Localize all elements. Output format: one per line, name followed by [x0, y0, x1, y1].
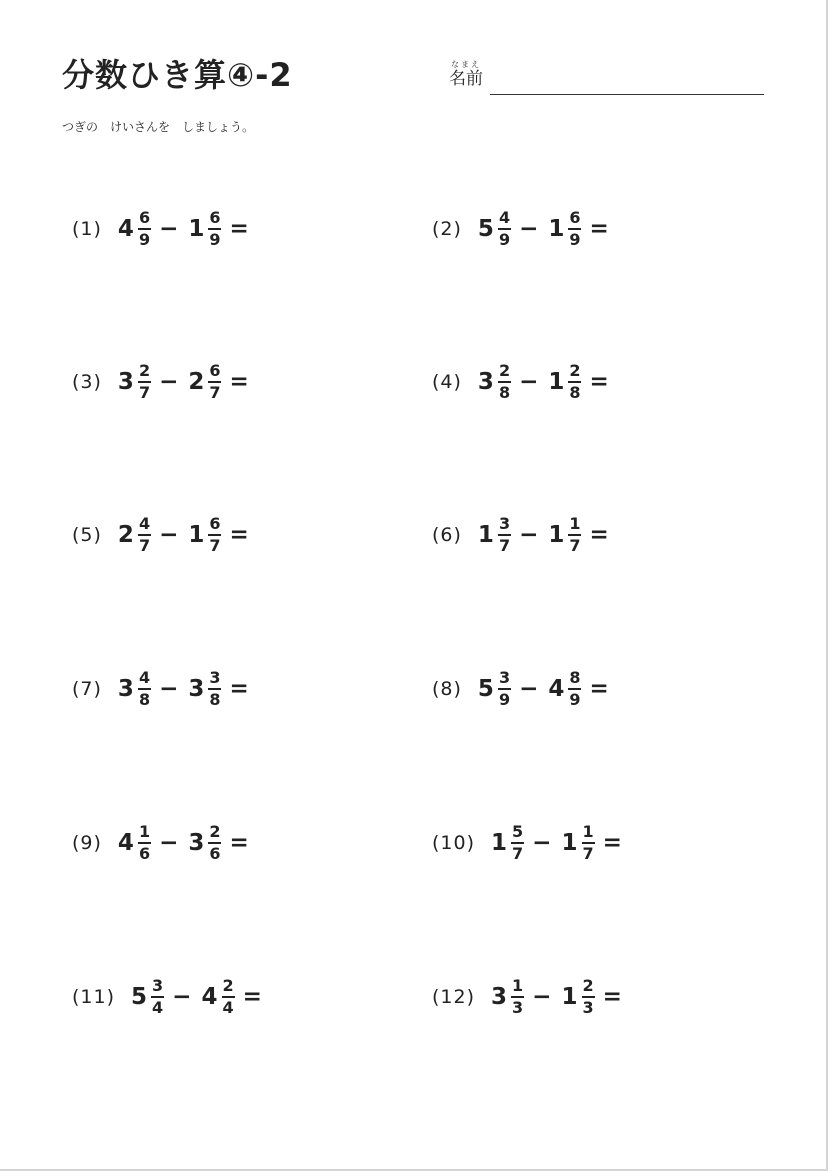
minuend-whole: 3	[477, 369, 494, 395]
minuend-fraction	[138, 823, 151, 863]
minuend-whole: 4	[117, 830, 134, 856]
minuend-fraction	[138, 515, 151, 555]
page-title: 分数ひき算④-2	[62, 56, 293, 94]
minuend-fraction	[511, 823, 524, 863]
name-label-group	[446, 60, 486, 89]
numerator: 4	[498, 208, 511, 227]
denominator: 7	[582, 844, 594, 863]
subtrahend-whole: 1	[548, 216, 565, 242]
minuend-fraction	[498, 515, 511, 555]
numerator: 4	[138, 514, 151, 533]
problem-5	[72, 510, 249, 560]
problem-number: (7)	[72, 678, 102, 700]
subtrahend-whole: 1	[548, 369, 565, 395]
equals-sign: =	[589, 216, 609, 242]
subtrahend-whole: 3	[188, 830, 205, 856]
denominator: 9	[498, 230, 511, 249]
minuend-fraction	[138, 669, 151, 709]
subtrahend-fraction	[581, 977, 594, 1017]
subtrahend-fraction	[568, 209, 581, 249]
minus-sign: −	[519, 216, 539, 242]
denominator: 9	[498, 690, 511, 709]
denominator: 8	[569, 383, 581, 402]
numerator: 1	[138, 822, 151, 841]
minuend-whole: 4	[117, 216, 134, 242]
minus-sign: −	[519, 676, 539, 702]
numerator: 1	[512, 976, 524, 995]
numerator: 2	[138, 361, 151, 380]
minuend-fraction	[138, 209, 151, 249]
denominator: 3	[512, 998, 524, 1017]
numerator: 4	[138, 668, 151, 687]
subtrahend-fraction	[208, 209, 221, 249]
equals-sign: =	[229, 216, 249, 242]
denominator: 8	[209, 690, 221, 709]
minuend-whole: 2	[117, 522, 134, 548]
numerator: 6	[138, 208, 151, 227]
numerator: 2	[582, 976, 594, 995]
minuend-fraction	[498, 362, 511, 402]
minuend-whole: 1	[477, 522, 494, 548]
problem-number: (8)	[432, 678, 462, 700]
problem-9	[72, 818, 249, 868]
equals-sign: =	[229, 522, 249, 548]
minus-sign: −	[532, 830, 552, 856]
minuend-fraction	[138, 362, 151, 402]
subtrahend-whole: 4	[201, 984, 218, 1010]
problem-4	[432, 357, 609, 407]
numerator: 1	[582, 822, 594, 841]
numerator: 3	[498, 668, 511, 687]
equals-sign: =	[589, 369, 609, 395]
numerator: 6	[209, 361, 221, 380]
numerator: 1	[569, 514, 581, 533]
problem-10	[432, 818, 622, 868]
minus-sign: −	[519, 369, 539, 395]
name-furigana: なまえ	[451, 60, 481, 69]
problem-number: (9)	[72, 832, 102, 854]
denominator: 7	[498, 536, 511, 555]
subtrahend-fraction	[221, 977, 234, 1017]
numerator: 5	[512, 822, 524, 841]
equals-sign: =	[602, 830, 622, 856]
denominator: 6	[138, 844, 151, 863]
problem-1	[72, 204, 249, 254]
minuend-whole: 3	[491, 984, 508, 1010]
problem-11	[72, 972, 262, 1022]
minuend-fraction	[498, 209, 511, 249]
numerator: 2	[498, 361, 511, 380]
denominator: 9	[138, 230, 151, 249]
numerator: 6	[209, 514, 221, 533]
minuend-whole: 5	[131, 984, 148, 1010]
instruction-text: つぎの けいさんを しましょう。	[62, 120, 255, 134]
subtrahend-whole: 3	[188, 676, 205, 702]
equals-sign: =	[589, 676, 609, 702]
problem-12	[432, 972, 622, 1022]
denominator: 9	[569, 230, 581, 249]
minuend-whole: 3	[117, 369, 134, 395]
denominator: 7	[138, 536, 151, 555]
subtrahend-whole: 1	[561, 984, 578, 1010]
subtrahend-fraction	[208, 669, 221, 709]
denominator: 4	[222, 998, 234, 1017]
problem-number: (3)	[72, 371, 102, 393]
subtrahend-fraction	[208, 362, 221, 402]
subtrahend-whole: 1	[548, 522, 565, 548]
denominator: 6	[209, 844, 221, 863]
numerator: 2	[222, 976, 234, 995]
numerator: 6	[569, 208, 581, 227]
equals-sign: =	[229, 369, 249, 395]
subtrahend-whole: 2	[188, 369, 205, 395]
subtrahend-fraction	[581, 823, 594, 863]
minus-sign: −	[159, 676, 179, 702]
minus-sign: −	[172, 984, 192, 1010]
problem-8	[432, 664, 609, 714]
subtrahend-whole: 1	[188, 216, 205, 242]
minus-sign: −	[159, 216, 179, 242]
name-label: 名前	[449, 69, 483, 89]
minuend-fraction	[498, 669, 511, 709]
problem-number: (6)	[432, 524, 462, 546]
equals-sign: =	[589, 522, 609, 548]
problem-6	[432, 510, 609, 560]
subtrahend-fraction	[208, 515, 221, 555]
minuend-whole: 5	[477, 216, 494, 242]
numerator: 8	[569, 668, 581, 687]
problem-number: (11)	[72, 986, 116, 1008]
minuend-fraction	[151, 977, 164, 1017]
subtrahend-whole: 1	[561, 830, 578, 856]
numerator: 3	[152, 976, 164, 995]
numerator: 3	[498, 514, 511, 533]
denominator: 8	[498, 383, 511, 402]
denominator: 9	[209, 230, 221, 249]
numerator: 6	[209, 208, 221, 227]
numerator: 2	[209, 822, 221, 841]
name-field-line[interactable]	[490, 94, 764, 95]
minus-sign: −	[159, 522, 179, 548]
subtrahend-fraction	[568, 362, 581, 402]
numerator: 2	[569, 361, 581, 380]
denominator: 7	[138, 383, 151, 402]
problem-number: (1)	[72, 218, 102, 240]
subtrahend-whole: 1	[188, 522, 205, 548]
equals-sign: =	[229, 676, 249, 702]
denominator: 4	[152, 998, 164, 1017]
minuend-whole: 5	[477, 676, 494, 702]
problem-number: (2)	[432, 218, 462, 240]
denominator: 3	[582, 998, 594, 1017]
problem-number: (10)	[432, 832, 476, 854]
minuend-whole: 3	[117, 676, 134, 702]
minus-sign: −	[532, 984, 552, 1010]
subtrahend-whole: 4	[548, 676, 565, 702]
problem-number: (12)	[432, 986, 476, 1008]
denominator: 7	[569, 536, 581, 555]
minus-sign: −	[159, 830, 179, 856]
subtrahend-fraction	[208, 823, 221, 863]
minus-sign: −	[519, 522, 539, 548]
problem-number: (4)	[432, 371, 462, 393]
equals-sign: =	[602, 984, 622, 1010]
denominator: 7	[209, 536, 221, 555]
denominator: 8	[138, 690, 151, 709]
minuend-whole: 1	[491, 830, 508, 856]
equals-sign: =	[242, 984, 262, 1010]
problem-2	[432, 204, 609, 254]
problem-3	[72, 357, 249, 407]
subtrahend-fraction	[568, 669, 581, 709]
equals-sign: =	[229, 830, 249, 856]
denominator: 9	[569, 690, 581, 709]
problem-number: (5)	[72, 524, 102, 546]
denominator: 7	[209, 383, 221, 402]
problem-7	[72, 664, 249, 714]
numerator: 3	[209, 668, 221, 687]
minus-sign: −	[159, 369, 179, 395]
subtrahend-fraction	[568, 515, 581, 555]
minuend-fraction	[511, 977, 524, 1017]
denominator: 7	[512, 844, 524, 863]
